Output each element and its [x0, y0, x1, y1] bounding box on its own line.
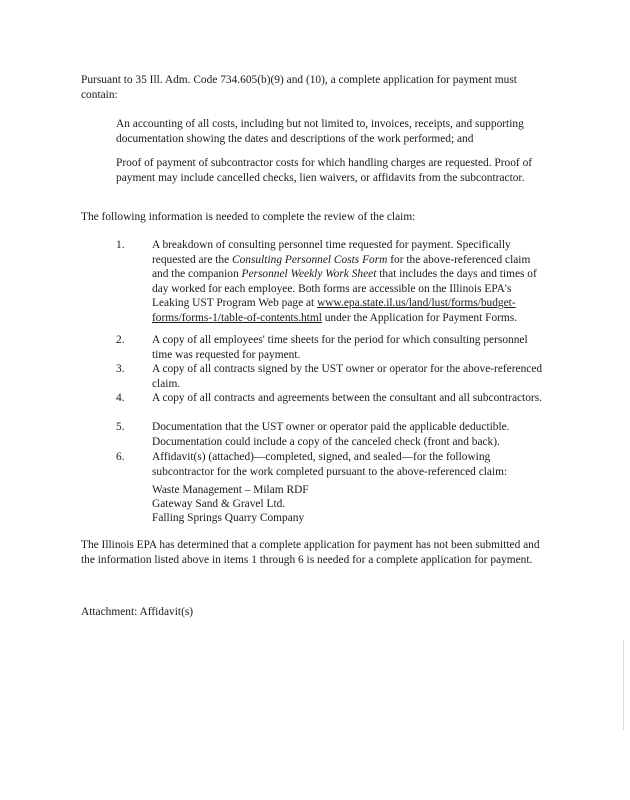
item-text: A copy of all employees' time sheets for the period for which consulting personnel time was requested for payment.	[152, 334, 528, 361]
item-number: 6.	[116, 451, 125, 463]
item-1-text-c: for the above-referenced claim and the companion	[152, 253, 531, 281]
item-number: 3.	[116, 363, 125, 375]
item-text: Documentation that the UST owner or operator paid the applicable deductible. Documentation could include a copy of the canceled check (front and back).	[152, 421, 510, 448]
subcontractor-name: Waste Management – Milam RDF	[152, 484, 309, 496]
lust-forms-link[interactable]: www.epa.state.il.us/land/lust/forms/budget-forms/forms-1/table-of-contents.html	[152, 297, 516, 324]
subcontractor-name: Falling Springs Quarry Company	[152, 512, 305, 524]
personnel-weekly-work-sheet-title: Personnel Weekly Work Sheet	[241, 268, 377, 281]
scan-edge-mark	[623, 640, 624, 730]
requirement-accounting: An accounting of all costs, including but not limited to, invoices, receipts, and supporting documentation showing the dates and descriptions of the work performed; and	[116, 118, 524, 145]
item-1-text-a: A breakdown of consulting personnel time requested for payment. Specifically requested are the	[152, 239, 511, 266]
item-1-text-e: that includes the days and times of day worked for each employee. Both forms are accessible on the Illinois EPA's Leaking UST Program Web page at	[152, 268, 537, 310]
conclusion-paragraph: The Illinois EPA has determined that a complete application for payment has not been submitted and the information listed above in items 1 through 6 is needed for a complete application for payment.	[81, 539, 540, 566]
requirement-proof-of-payment: Proof of payment of subcontractor costs for which handling charges are requested. Proof of payment may include cancelled checks, lien waivers, or affidavits from the subcontractor.	[116, 157, 533, 184]
item-number: 2.	[116, 334, 125, 346]
item-number: 4.	[116, 392, 125, 404]
item-text: A copy of all contracts signed by the UST owner or operator for the above-referenced claim.	[152, 363, 543, 390]
consulting-personnel-costs-form-title: Consulting Personnel Costs Form	[232, 253, 388, 266]
item-number: 5.	[116, 421, 125, 433]
item-number: 1.	[116, 239, 125, 251]
item-text: A copy of all contracts and agreements between the consultant and all subcontractors.	[152, 392, 542, 404]
attachment-line: Attachment: Affidavit(s)	[81, 606, 194, 618]
needed-info-heading: The following information is needed to complete the review of the claim:	[81, 211, 416, 223]
subcontractor-name: Gateway Sand & Gravel Ltd.	[152, 498, 286, 510]
item-text: Affidavit(s) (attached)—completed, signed, and sealed—for the following subcontractor for the work completed pursuant to the above-referenced claim:	[152, 451, 508, 478]
intro-paragraph: Pursuant to 35 Ill. Adm. Code 734.605(b)(9) and (10), a complete application for payment must contain:	[81, 74, 517, 101]
item-text	[152, 238, 547, 326]
item-1-text-f: under the Application for Payment Forms.	[321, 311, 518, 324]
